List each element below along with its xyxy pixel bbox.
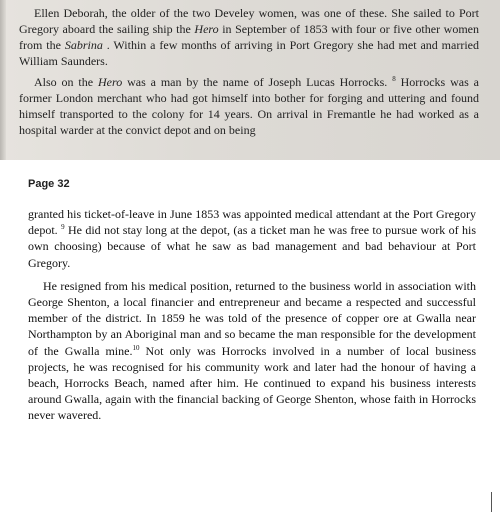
scanned-excerpt-top xyxy=(0,0,500,160)
page-32-excerpt xyxy=(0,162,500,437)
page-paragraph-2 xyxy=(28,278,476,424)
ship-name-sabrina: Sabrina xyxy=(64,38,103,52)
footnote-marker: 9 xyxy=(61,223,65,232)
text-run: was a man by the name of Joseph Lucas Horrocks. xyxy=(122,75,393,89)
ship-name-hero: Hero xyxy=(194,22,219,36)
text-run: Not only was Horrocks involved in a number of local business projects, he was recognised for his community work and later had the honour of having a beach, Horrocks Beach, named after him. He continued to expand his business interests around Gwalla, again with the financial backing of George Shenton, whose faith in Horrocks never wavered. xyxy=(28,343,476,423)
page-body-text xyxy=(28,206,476,424)
text-run: Horrocks was a former London merchant who had got himself into bother for forging and uttering and found himself transported to the colony for 14 years. On arrival in Fremantle he had worked as a hospital warder at the convict depot and on being xyxy=(19,75,479,137)
text-run: in September of 1853 with four or five other women from the xyxy=(19,22,479,52)
text-run: He did not stay long at the depot, (as a ticket man he was free to pursue work of his own choosing) because of what he saw as bad management and bad behaviour at Port Gregory. xyxy=(28,223,476,270)
margin-rule xyxy=(491,492,492,512)
scan-shadow-edge xyxy=(0,0,6,160)
page-label: Page 32 xyxy=(28,178,70,190)
text-run: Also on the xyxy=(34,75,98,89)
excerpt-paragraph-1 xyxy=(19,5,479,69)
text-run: . Within a few months of arriving in Port Gregory she had met and married William Saunders. xyxy=(19,38,479,68)
page-paragraph-1 xyxy=(28,206,476,271)
excerpt-paragraph-2 xyxy=(19,74,479,138)
footnote-marker: 10 xyxy=(132,343,140,352)
excerpt-text xyxy=(19,5,479,138)
text-run: Ellen Deborah, the older of the two Develey women, was one of these. She sailed to Port Gregory aboard the sailing ship the xyxy=(19,6,479,36)
text-run: He resigned from his medical position, returned to the business world in association with George Shenton, a local financier and entrepreneur and became a respected and successful member of the district. In 1859 he was told of the presence of copper ore at Gwalla near Northampton by an Aboriginal man and so became the man responsible for the development of the Gwalla mine. xyxy=(28,278,476,358)
footnote-marker: 8 xyxy=(392,75,396,83)
ship-name-hero: Hero xyxy=(97,75,123,89)
text-run: granted his ticket-of-leave in June 1853 was appointed medical attendant at the Port Gregory depot. xyxy=(28,207,476,238)
